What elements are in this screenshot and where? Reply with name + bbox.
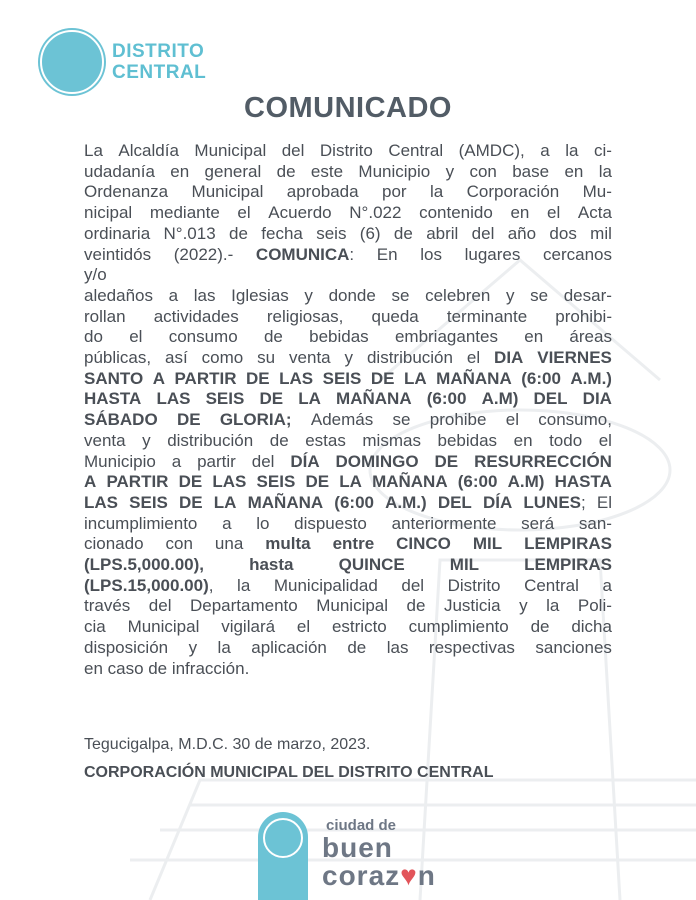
footer-banner (258, 812, 308, 900)
body-line: públicas, así como su venta y distribución el DIA VIERNES (84, 348, 612, 368)
body-line: en caso de infracción. (84, 658, 250, 678)
page-title: COMUNICADO (244, 92, 452, 124)
body-line: La Alcaldía Municipal del Distrito Central (AMDC), a la ci- (84, 141, 612, 160)
body-line: venta y distribución de estas mismas bebidas en todo el (84, 430, 612, 450)
body-line: (LPS.15,000.00), la Municipalidad del Distrito Central a (84, 575, 612, 595)
tower-emblem-icon (40, 30, 104, 94)
heart-icon: ♥ (400, 860, 418, 891)
body-line: cionado con una multa entre CINCO MIL LEMPIRAS (84, 534, 612, 554)
body-line: veintidós (2022).- COMUNICA: En los lugares cercanos (84, 244, 612, 264)
body-line: udadanía en general de este Municipio y con base en la (84, 161, 612, 181)
body-line: SANTO A PARTIR DE LAS SEIS DE LA MAÑANA (6:00 A.M.) (84, 368, 612, 388)
logo-word-coraz: coraz (322, 860, 401, 891)
logo-word-n: n (417, 860, 436, 891)
signature: CORPORACIÓN MUNICIPAL DEL DISTRITO CENTRAL (84, 764, 494, 781)
distrito-central-logo (40, 30, 206, 94)
ciudad-buen-corazon-logo (322, 818, 436, 890)
body-line: ordinaria N°.013 de fecha seis (6) de abril del año dos mil (84, 223, 612, 243)
body-line: SÁBADO DE GLORIA; Además se prohibe el consumo, (84, 410, 612, 430)
body-line: través del Departamento Municipal de Justicia y la Poli- (84, 596, 612, 616)
tower-emblem-icon (263, 818, 303, 858)
logo-word-buen: buen (322, 832, 393, 863)
communique-body (84, 141, 612, 679)
body-line: cia Municipal vigilará el estricto cumplimiento de dicha (84, 617, 612, 637)
body-line: LAS SEIS DE LA MAÑANA (6:00 A.M.) DEL DÍA LUNES; El (84, 492, 612, 512)
body-line: (LPS.5,000.00), hasta QUINCE MIL LEMPIRAS (84, 555, 612, 575)
date-line: Tegucigalpa, M.D.C. 30 de marzo, 2023. (84, 736, 371, 753)
body-line: disposición y la aplicación de las respectivas sanciones (84, 637, 612, 657)
body-line: Ordenanza Municipal aprobada por la Corporación Mu- (84, 182, 612, 202)
logo-line2: CENTRAL (112, 62, 207, 83)
body-line: A PARTIR DE LAS SEIS DE LA MAÑANA (6:00 A.M) HASTA (84, 472, 612, 492)
body-line: incumplimiento a lo dispuesto anteriormente será san- (84, 513, 612, 533)
body-line: do el consumo de bebidas embriagantes en áreas (84, 327, 612, 347)
body-line: HASTA LAS SEIS DE LA MAÑANA (6:00 A.M) DEL DIA (84, 389, 612, 409)
body-line: rollan actividades religiosas, queda terminante prohibi- (84, 306, 612, 326)
logo-tagline: ciudad de (326, 817, 397, 834)
body-line: nicipal mediante el Acuerdo N°.022 contenido en el Acta (84, 203, 612, 223)
body-line: aledaños a las Iglesias y donde se celebren y se desar- (84, 285, 612, 305)
logo-line1: DISTRITO (112, 41, 205, 62)
body-line: y/o (84, 265, 107, 285)
body-line: Municipio a partir del DÍA DOMINGO DE RESURRECCIÓN (84, 451, 612, 471)
